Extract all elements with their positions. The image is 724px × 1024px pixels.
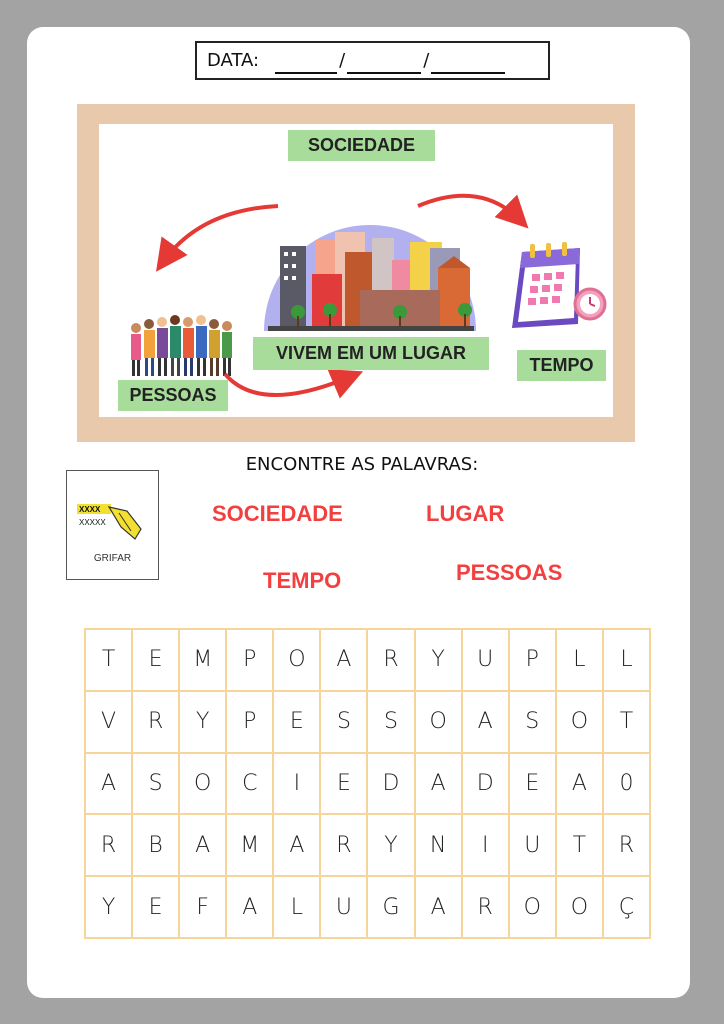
tag-place: VIVEM EM UM LUGAR — [253, 337, 489, 370]
grid-cell[interactable]: A — [415, 876, 462, 938]
grid-cell[interactable]: S — [132, 753, 179, 815]
grid-cell[interactable]: Ç — [603, 876, 650, 938]
date-separator: / — [339, 50, 346, 71]
grid-cell[interactable]: Y — [367, 814, 414, 876]
grid-cell[interactable]: I — [462, 814, 509, 876]
highlight-caption: GRIFAR — [93, 553, 132, 564]
grid-cell[interactable]: O — [556, 876, 603, 938]
grid-cell[interactable]: U — [509, 814, 556, 876]
grid-cell[interactable]: R — [462, 876, 509, 938]
grid-cell[interactable]: D — [367, 753, 414, 815]
grid-cell[interactable]: I — [273, 753, 320, 815]
grid-cell[interactable]: F — [179, 876, 226, 938]
grid-cell[interactable]: P — [226, 691, 273, 753]
highlighter-icon — [75, 501, 151, 545]
grid-cell[interactable]: D — [462, 753, 509, 815]
grid-cell[interactable]: S — [367, 691, 414, 753]
grid-cell[interactable]: E — [509, 753, 556, 815]
grid-cell[interactable]: A — [226, 876, 273, 938]
arrow-society-to-time — [418, 196, 520, 220]
grid-cell[interactable]: L — [556, 629, 603, 691]
date-label: DATA: — [207, 50, 260, 71]
date-separator: / — [423, 50, 430, 71]
grid-cell[interactable]: 0 — [603, 753, 650, 815]
grid-cell[interactable]: O — [273, 629, 320, 691]
grid-cell[interactable]: U — [320, 876, 367, 938]
grid-cell[interactable]: C — [226, 753, 273, 815]
grid-cell[interactable]: O — [556, 691, 603, 753]
grid-cell[interactable]: A — [320, 629, 367, 691]
grid-cell[interactable]: A — [415, 753, 462, 815]
highlight-sample-1: XXXX — [79, 505, 101, 514]
grid-cell[interactable]: R — [603, 814, 650, 876]
grid-cell[interactable]: S — [509, 691, 556, 753]
grid-cell[interactable]: O — [415, 691, 462, 753]
grid-cell[interactable]: L — [273, 876, 320, 938]
grid-cell[interactable]: E — [132, 629, 179, 691]
tag-society: SOCIEDADE — [288, 130, 435, 161]
grid-cell[interactable]: O — [509, 876, 556, 938]
grid-cell[interactable]: N — [415, 814, 462, 876]
grid-cell[interactable]: E — [132, 876, 179, 938]
grid-cell[interactable]: L — [603, 629, 650, 691]
word-time: TEMPO — [263, 568, 342, 593]
grid-cell[interactable]: S — [320, 691, 367, 753]
highlight-sample-2: XXXXX — [79, 518, 106, 527]
grid-cell[interactable]: P — [226, 629, 273, 691]
grid-cell[interactable]: Y — [415, 629, 462, 691]
grid-cell[interactable]: A — [462, 691, 509, 753]
grid-cell[interactable]: R — [320, 814, 367, 876]
grid-cell[interactable]: A — [179, 814, 226, 876]
grid-cell[interactable]: V — [85, 691, 132, 753]
tag-people: PESSOAS — [118, 380, 228, 411]
grid-cell[interactable]: Y — [85, 876, 132, 938]
grid-cell[interactable]: T — [603, 691, 650, 753]
grid-cell[interactable]: B — [132, 814, 179, 876]
grid-cell[interactable]: P — [509, 629, 556, 691]
word-society: SOCIEDADE — [212, 501, 343, 526]
grid-cell[interactable]: R — [132, 691, 179, 753]
grid-cell[interactable]: E — [273, 691, 320, 753]
grid-cell[interactable]: O — [179, 753, 226, 815]
grid-cell[interactable]: G — [367, 876, 414, 938]
grid-cell[interactable]: M — [226, 814, 273, 876]
grid-cell[interactable]: A — [85, 753, 132, 815]
grid-cell[interactable]: U — [462, 629, 509, 691]
grid-cell[interactable]: Y — [179, 691, 226, 753]
find-words-title: ENCONTRE AS PALAVRAS: — [245, 454, 479, 475]
grid-cell[interactable]: A — [556, 753, 603, 815]
grid-cell[interactable]: T — [85, 629, 132, 691]
arrow-people-to-place — [225, 374, 352, 395]
word-place: LUGAR — [426, 501, 505, 526]
word-search-grid — [84, 628, 651, 939]
grid-cell[interactable]: A — [273, 814, 320, 876]
word-people: PESSOAS — [456, 560, 563, 585]
highlight-instruction-card — [66, 470, 159, 580]
grid-cell[interactable]: M — [179, 629, 226, 691]
grid-cell[interactable]: R — [367, 629, 414, 691]
tag-time: TEMPO — [517, 350, 606, 381]
grid-cell[interactable]: T — [556, 814, 603, 876]
grid-cell[interactable]: R — [85, 814, 132, 876]
grid-cell[interactable]: E — [320, 753, 367, 815]
arrow-society-to-people — [163, 206, 278, 262]
